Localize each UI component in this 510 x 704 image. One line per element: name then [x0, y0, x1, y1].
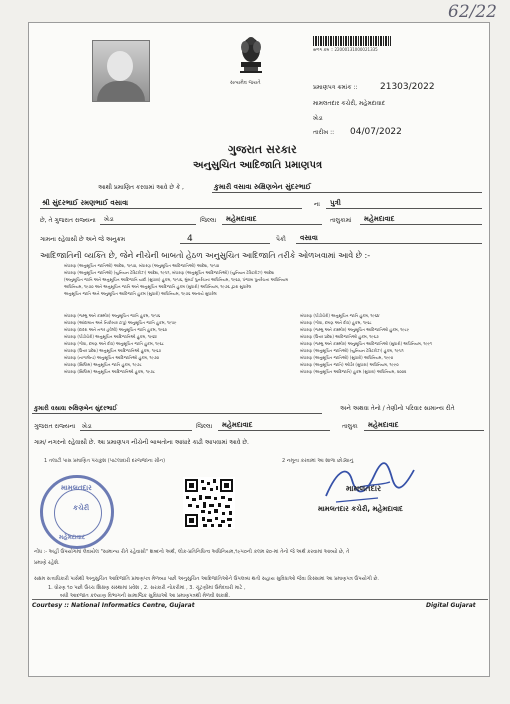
state-label: છે, તે ગુજરાત રાજ્યના	[40, 217, 96, 224]
stamp-line-2: કચેરી	[73, 504, 90, 512]
office-stamp	[40, 475, 114, 549]
residence-line: ગામ/ નગરનો રહેવાસી છે. આ પ્રમાણપત્ર નીચેની બાબતોના આધારે કાઢી આપવામાં આવે છે.	[34, 439, 249, 446]
district-value: ખેડા	[104, 216, 114, 223]
order-left-4: બંધારણ (પોંડીચેરી) અનુસૂચિત આદિજાતિઓ હુકમ, ૧૯૬૪	[64, 334, 157, 339]
holder-suffix: અને અથવા તેનો / તેણીનો પરિવાર સામાન્ય રીતે	[340, 405, 455, 412]
barcode	[313, 36, 391, 46]
date-label: તારીખ ::	[313, 129, 335, 136]
order-left-9: બંધારણ (સિક્કિમ) અનુસૂચિત આદિજાતિઓ હુકમ, ૧૯૭૮	[64, 369, 156, 374]
order-right-9: બંધારણ (અનુસૂચિત આદિજાતિ) હુકમ (સુધારા) અધિનિયમ, ૨૦૦૨	[300, 369, 407, 374]
order-left-7: બંધારણ (નાગાલેન્ડ) અનુસૂચિત આદિજાતિઓ હુકમ, ૧૯૭૦	[64, 355, 160, 360]
order-right-5: બંધારણ (જમ્મુ અને કાશ્મીર) અનુસૂચિત આદિજાતિઓ (સુધારો) અધિનિયમ, ૧૯૯૧	[300, 341, 433, 346]
usage-line-1: સક્ષમ સત્તાધિકારી પાસેથી અનુસુચિત આદિજાતિ પ્રમાણપત્ર મેળવ્યા પછી અનુસુચિત આદિજાતિઓને ઉપલબ્ધ થતી સહાય સુવિધાઓ જેવા કિસ્સામાં આ પ્રમાણપત્ર ઉપયોગી છે.	[34, 576, 379, 582]
relation-value: પુત્રી	[330, 199, 341, 207]
serial-value: 4	[187, 234, 193, 244]
tribe-label: પૈકી	[276, 236, 286, 243]
order-left-8: બંધારણ (સિક્કિમ) અનુસૂચિત જાતિ હુકમ, ૧૯૭૮	[64, 362, 142, 367]
taluka-value: મહેમદાવાદ	[364, 215, 395, 223]
signature-image	[318, 458, 418, 504]
order-left-3: બંધારણ (દાદરા અને નગર હવેલી) અનુસૂચિત જાતિ હુકમ, ૧૯૬૨	[64, 327, 167, 332]
signatory-office: મામલતદાર કચેરી, મહેમદાવાદ	[318, 505, 403, 513]
taluka-label: તાલુકામાં	[330, 217, 352, 224]
father-name: શ્રી સુંદરભાઈ રમણભાઈ વસાવા	[42, 199, 129, 207]
order-right-2: બંધારણ (ગોવા, દમણ અને દીવ) હુકમ, ૧૯૬૮	[300, 320, 372, 325]
order-left-2: બંધારણ (આંદામાન અને નિકોબાર ટાપુ) અનુસૂચિત જાતિ હુકમ, ૧૯૫૯	[64, 320, 177, 325]
order-right-7: બંધારણ (અનુસૂચિત જાતિઓ) (સુધારો) અધિનિયમ, ૧૯૯૦	[300, 355, 394, 360]
legal-text-5: અનુસૂચિત જાતિ અને અનુસૂચિત આદિજાતિ હુકમ (સુધારો) અધિનિયમ, ૧૯૭૬ અન્વયે સુધારેલ	[64, 291, 217, 296]
stamp-line-1: મામલતદાર	[61, 484, 92, 492]
res-district-label: જિલ્લા	[196, 423, 213, 430]
district-name: ખેડા	[313, 115, 323, 122]
note-line-2: પ્રમાણે રહેશે.	[34, 560, 60, 566]
serial-number: સળગ ક્રમ :: 22000131000021335	[313, 47, 378, 52]
relation-label: ના	[314, 201, 320, 208]
legal-text-2: બંધારણ (અનુસૂચિત જાતિઓ) (યુનિયન ટેરિટરીઝ) આદેશ, ૧૯૫૧, બંધારણ (અનુસૂચિત આદિજાતિઓ) (યુનિયન ટેરિટરીઝ) આદેશ	[64, 270, 275, 275]
legal-text-4: અધિનિયમ, ૧૯૭૦ અને અનુસૂચિત જાતિ અને અનુસૂચિત આદિજાતિ હુકમ (સુધારો) અધિનિયમ, ૧૯૭૬ દ્વારા સુધારેલ	[64, 284, 252, 289]
order-right-4: બંધારણ (ઉત્તર પ્રદેશ) આદિજાતિઓ હુકમ, ૧૯૬૭	[300, 334, 379, 339]
legal-text-3: (અનુસૂચિત જાતિ અને અનુસૂચિત આદિજાતિ યાદી (સુધારા) હુકમ, ૧૯૫૬, મુંબઈ પુનર્રચના અધિનિયમ, ૧૯૬૦, પંજાબ પુનર્રચના અધિનિયમ	[64, 277, 289, 282]
qr-code-icon	[183, 477, 235, 529]
national-emblem-icon	[236, 32, 266, 76]
government-title: ગુજરાત સરકાર	[228, 143, 297, 156]
cert-no: 21303/2022	[380, 82, 435, 92]
order-right-6: બંધારણ (અનુસૂચિત જાતિઓ) (યુનિયન ટેરિટરીઝ) હુકમ, ૧૯૫૧	[300, 348, 404, 353]
order-left-1: બંધારણ (જમ્મુ અને કાશ્મીર) અનુસૂચિત જાતિ હુકમ, ૧૯૫૬	[64, 313, 161, 318]
certify-prefix: આથી પ્રમાણિત કરવામાં આવે છે કે ,	[98, 184, 184, 191]
page-number: 62/22	[448, 2, 497, 22]
tribe-value: વસાવા	[300, 234, 318, 242]
tribe-statement: આદિજાતિની વ્યક્તિ છે, જેને નીચેની બાબતો હેઠળ અનુસુચિત આદિજાતિ તરીકે ઓળખવામાં આવે છે :-	[40, 251, 371, 260]
village-label: ગામના રહેવાસી છે અને જે અનુક્રમ	[40, 236, 126, 243]
basis-2: 2 નમૂના કરવામાં આ શાળા છોડ્યાનું	[282, 458, 354, 464]
holder-name: કુમારી વસાવા રુક્ષિણબેન સુંદરભાઈ	[34, 405, 118, 412]
signatory-title: મામલતદાર	[346, 484, 382, 493]
footer-courtesy: Courtesy :: National Informatics Centre, Gujarat	[32, 602, 195, 609]
res-district: ખેડા	[82, 423, 92, 430]
applicant-name: કુમારી વસાવા રુક્ષિણબેન સુંદરભાઈ	[214, 183, 312, 191]
applicant-photo	[92, 40, 150, 102]
note-line-1: નોંધ :- અહીં ઉપયોગમાં લેવાયેલ "સામાન્ય રીતે રહેવાસી" શબ્દનો અર્થ, લોક-પ્રતિનિધિત્વ અધિનિયમ,૧૯૫૦ની કલમ ૨૦-માં તેનો જે અર્થ કરવામાં આવ્યો છે, તે	[34, 549, 350, 555]
stamp-line-3: મહેમદાવાદ	[59, 534, 86, 541]
order-right-3: બંધારણ (જમ્મુ અને કાશ્મીર) અનુસૂચિત આદિજાતિઓ હુકમ, ૧૯૮૯	[300, 327, 410, 332]
res-state: ગુજરાત રાજ્યના	[34, 423, 76, 430]
res-taluka-label: તાલુકા	[342, 423, 358, 430]
basis-1: 1 તલાટી પાસ પ્રમાણિત પંચકુશ (પાટલાદારી દરજ્જાના ગ્રીન)	[44, 458, 166, 464]
district-taluka: મહેમદાવાદ	[226, 215, 257, 223]
order-left-6: બંધારણ (ઉત્તર પ્રદેશ) અનુસૂચિત આદિજાતિઓ હુકમ, ૧૯૬૭	[64, 348, 162, 353]
order-right-1: બંધારણ (પોંડીચેરી) અનુસૂચિત જાતિ હુકમ, ૧૯૬૪	[300, 313, 380, 318]
res-taluka: મહેમદાવાદ	[368, 421, 399, 429]
order-left-5: બંધારણ (ગોવા, દમણ અને દીવ) અનુસૂચિત જાતિ હુકમ, ૧૯૬૮	[64, 341, 164, 346]
usage-line-3: બધી આદજાત કલ્યાણ વિભાગની સામાજિક સુવિધાઓ આ પ્રમાણપત્રથી મેળવી શકાશે.	[60, 593, 231, 599]
issue-date: 04/07/2022	[350, 127, 402, 137]
footer-divider	[32, 599, 488, 600]
usage-line-2: 1. ધોરણ ૧૦ પછી ઉચ્ચ શિક્ષણ સંસ્થામાં પ્રવેશ , 2. સરકારી નોકરીમાં , 3. ચૂંટણીમાં ઉમેદવારી માટે ,	[48, 585, 246, 591]
district-label: જિલ્લા	[200, 217, 217, 224]
legal-text-1: બંધારણ (અનુસૂચિત જાતિઓ) આદેશ, ૧૯૫૦, બંધારણ (અનુસૂચિત આદિજાતિઓ) આદેશ, ૧૯૫૦	[64, 263, 220, 268]
order-right-8: બંધારણ (અનુસૂચિત જાતિ) ઓર્ડર (સુધારા) અધિનિયમ, ૧૯૯૦	[300, 362, 399, 367]
cert-no-label: પ્રમાણપત્ર ક્રમાંક ::	[313, 84, 358, 91]
res-taluka-district: મહેમદાવાદ	[222, 421, 253, 429]
certificate-title: અનુસુચિત આદિજાતિ પ્રમાણપત્ર	[193, 160, 323, 171]
office-name: મામલતદાર કચેરી, મહેમદાવાદ	[313, 100, 386, 107]
emblem-motto: સત્યમેવ જયતે	[230, 80, 261, 86]
footer-brand: Digital Gujarat	[426, 602, 476, 609]
